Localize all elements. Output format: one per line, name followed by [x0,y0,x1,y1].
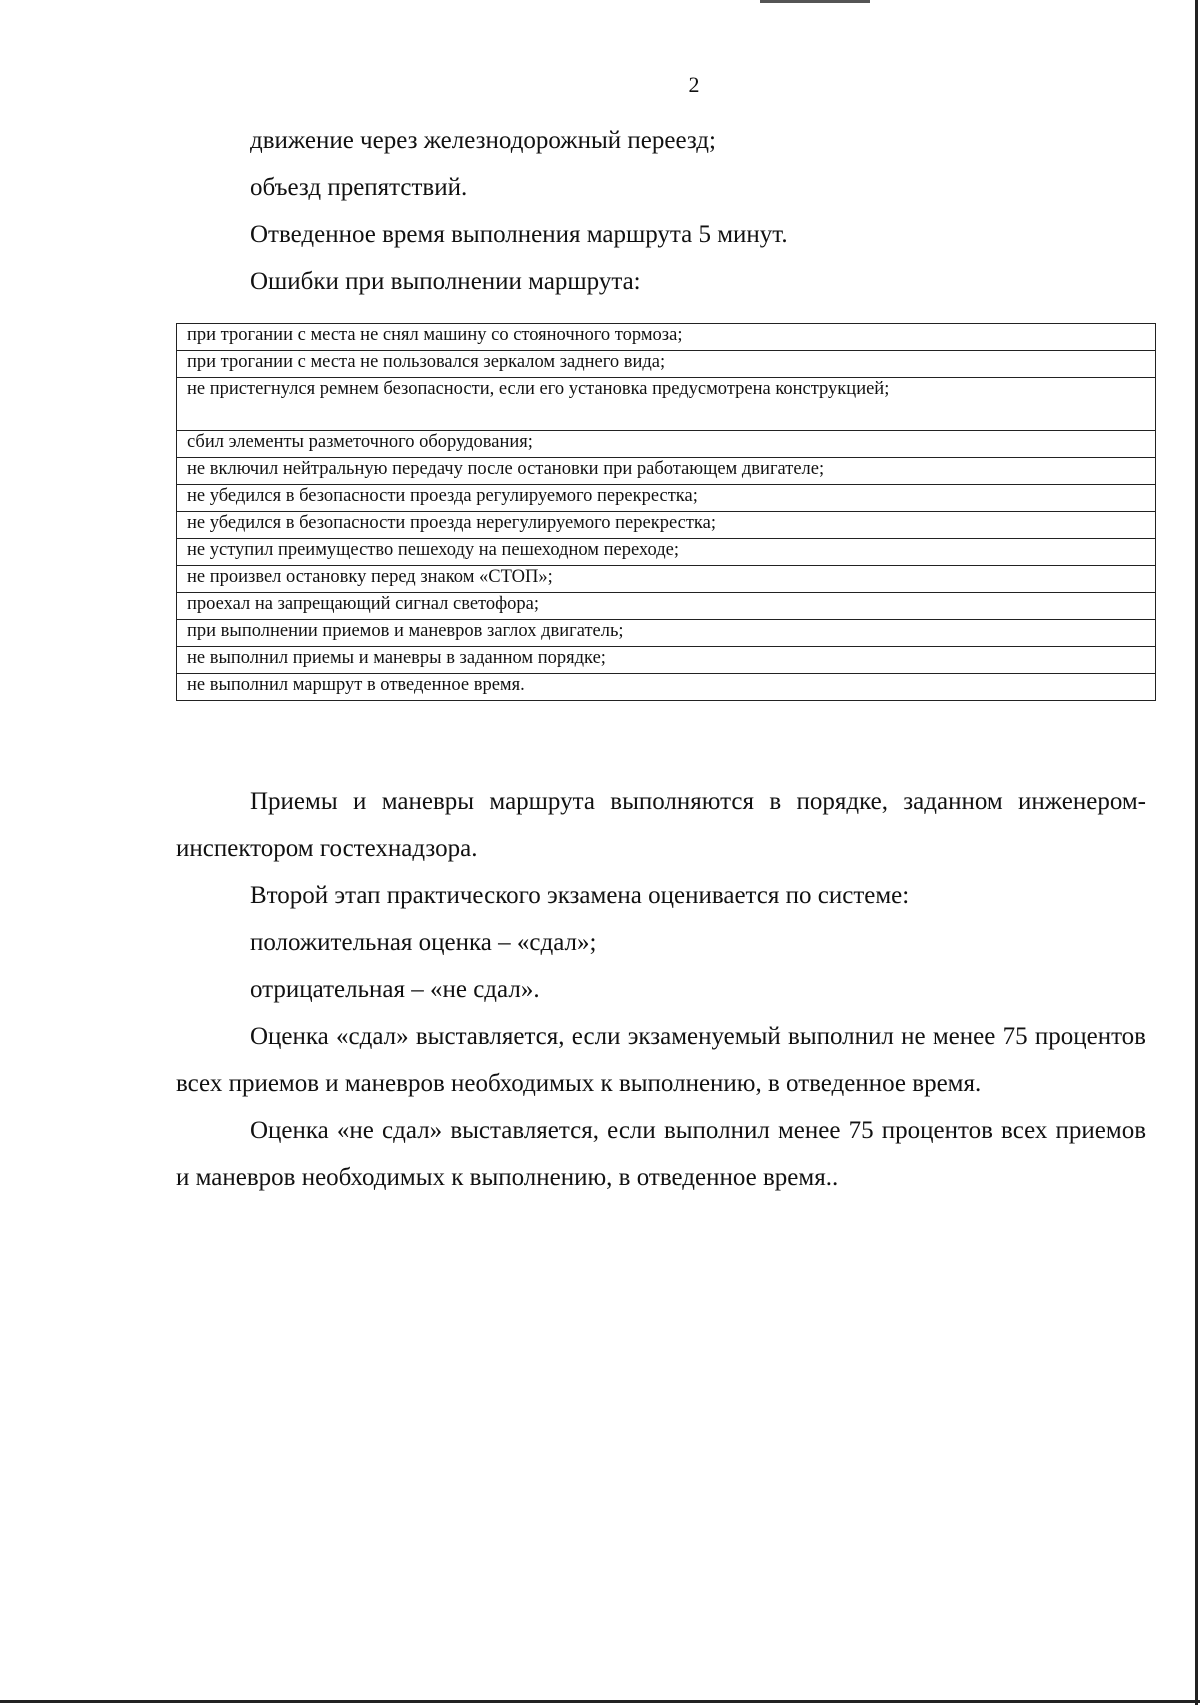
table-row [177,485,1156,512]
table-cell: не уступил преимущество пешеходу на пешеходном переходе; [177,539,1156,566]
intro-line: движение через железнодорожный переезд; [250,127,716,154]
table-row [177,351,1156,378]
table-cell: не выполнил приемы и маневры в заданном порядке; [177,647,1156,674]
table-row [177,674,1156,701]
intro-line: Ошибки при выполнении маршрута: [250,268,641,295]
table-row [177,431,1156,458]
table-cell: не убедился в безопасности проезда нерегулируемого перекрестка; [177,512,1156,539]
paragraph: Оценка «сдал» выставляется, если экзаменуемый выполнил не менее 75 процентов всех приемов и маневров необходимых к выполнению, в отведенное время. [176,1023,1146,1097]
table-row [177,512,1156,539]
table-cell: при трогании с места не пользовался зеркалом заднего вида; [177,351,1156,378]
paragraph: Приемы и маневры маршрута выполняются в порядке, заданном инженером-инспектором гостехнадзора. [176,788,1146,862]
intro-lines [250,128,1150,316]
scan-edge-mark [760,0,870,3]
table-row [177,539,1156,566]
table-cell: не произвел остановку перед знаком «СТОП»; [177,566,1156,593]
table-row [177,647,1156,674]
paragraph: Второй этап практического экзамена оценивается по системе: [250,882,910,909]
intro-line: объезд препятствий. [250,174,468,201]
paragraph: Оценка «не сдал» выставляется, если выполнил менее 75 процентов всех приемов и маневров необходимых к выполнению, в отведенное время.. [176,1117,1146,1191]
table-cell: не убедился в безопасности проезда регулируемого перекрестка; [177,485,1156,512]
table-row [177,566,1156,593]
paragraph: отрицательная – «не сдал». [250,976,540,1003]
table-cell: при трогании с места не снял машину со стояночного тормоза; [177,324,1156,351]
table-row [177,324,1156,351]
table-row [177,458,1156,485]
table-cell: не пристегнулся ремнем безопасности, если его установка предусмотрена конструкцией; [177,378,1156,431]
intro-line: Отведенное время выполнения маршрута 5 минут. [250,221,788,248]
table-row [177,593,1156,620]
table-row [177,620,1156,647]
table-cell: сбил элементы разметочного оборудования; [177,431,1156,458]
table-cell: проехал на запрещающий сигнал светофора; [177,593,1156,620]
scan-edge-right [1195,0,1198,1705]
paragraph: положительная оценка – «сдал»; [250,929,597,956]
errors-table [176,323,1156,701]
body-text [176,778,1146,1201]
table-cell: при выполнении приемов и маневров заглох двигатель; [177,620,1156,647]
table-cell: не выполнил маршрут в отведенное время. [177,674,1156,701]
table-cell: не включил нейтральную передачу после остановки при работающем двигателе; [177,458,1156,485]
scan-edge-bottom [0,1700,1200,1703]
table-row [177,378,1156,431]
page-number: 2 [688,72,700,97]
